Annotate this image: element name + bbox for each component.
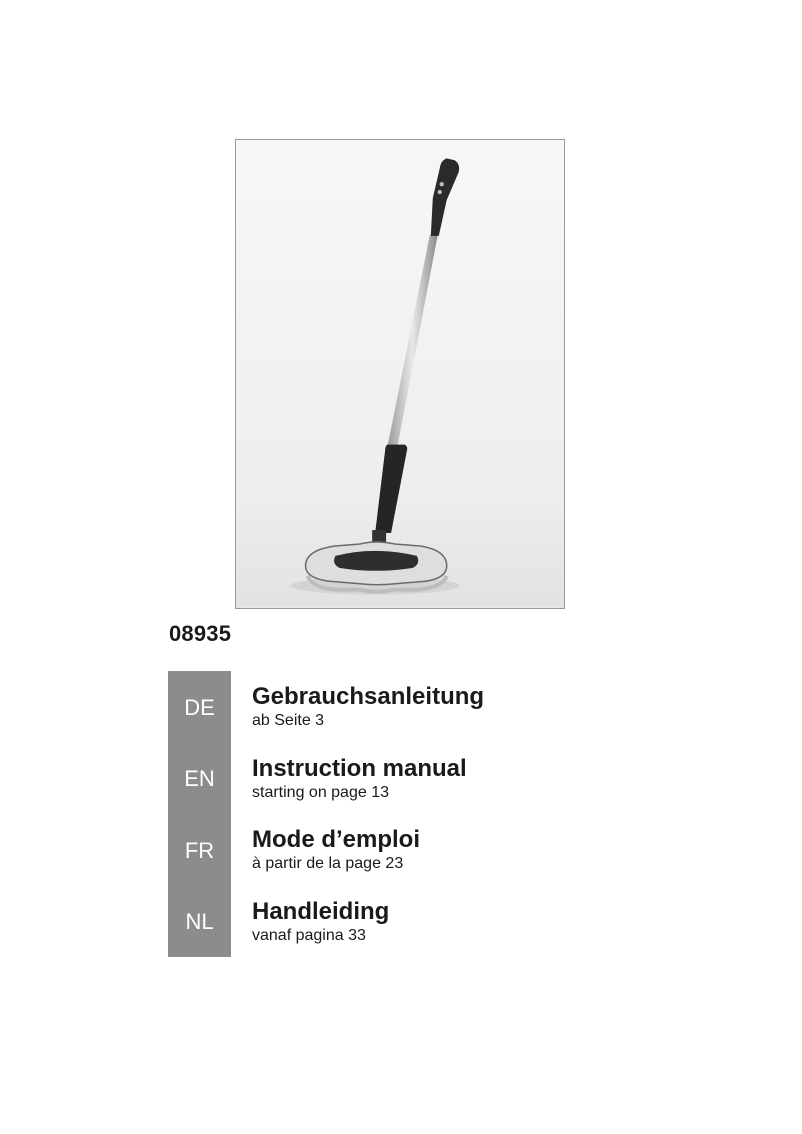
manual-page-nl: vanaf pagina 33: [252, 927, 366, 944]
language-code-nl: NL: [185, 909, 214, 934]
manual-page-fr: à partir de la page 23: [252, 855, 404, 872]
article-number: 08935: [169, 621, 232, 646]
language-code-de: DE: [184, 695, 215, 720]
manual-page-en: starting on page 13: [252, 784, 389, 801]
manual-title-nl: Handleiding: [252, 898, 390, 925]
manual-title-de: Gebrauchsanleitung: [252, 683, 485, 710]
manual-title-en: Instruction manual: [252, 755, 467, 782]
manual-title-fr: Mode d’emploi: [252, 826, 420, 853]
product-photo: [235, 139, 565, 609]
manual-page-de: ab Seite 3: [252, 712, 325, 729]
language-code-en: EN: [184, 766, 215, 791]
language-code-fr: FR: [184, 838, 215, 863]
floor-mop-icon: [236, 140, 564, 608]
